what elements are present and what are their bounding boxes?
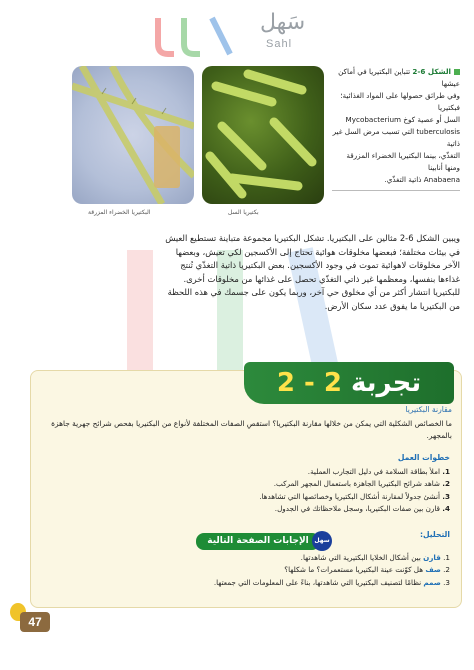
sahl-logo <box>150 8 310 60</box>
analysis-number: 1. <box>443 553 450 562</box>
step-text: أنشئ جدولاً لمقارنة أشكال البكتيريا وخصائصها التي تشاهدها. <box>259 491 440 501</box>
analysis-item <box>120 552 450 564</box>
page-number: 47 <box>20 612 50 632</box>
step-number: 3. <box>442 491 450 501</box>
caption-divider <box>332 190 460 191</box>
step-number: 2. <box>442 479 450 489</box>
step-item <box>200 503 450 515</box>
analysis-keyword: صمم <box>423 577 441 587</box>
experiment-question: ما الخصائص الشكلية التي يمكن من خلالها مقارنة البكتيريا؟ استقصِ الصفات المختلفة لأنواع من البكتيريا بفحص شرائح جهرية جاهزة بالمجهر. <box>51 419 452 440</box>
analysis-number: 3. <box>443 577 450 587</box>
caption-square-icon <box>454 69 460 75</box>
analysis-text: هل كوّنت عينة البكتيريا مستعمرات؟ ما شكلها؟ <box>284 565 424 575</box>
step-number: 4. <box>442 504 450 514</box>
paragraph-line: الآخر مخلوقات لاهوائية تموت في وجود الأكسجين. بعض البكتيريا ذاتية التغذّي تُنتج <box>180 260 460 271</box>
paragraph-line: ويبين الشكل 6-2 مثالين على البكتيريا. تشكل البكتيريا مجموعة متباينة تستطيع العيش <box>165 233 460 243</box>
caption-line-5: التغذّي، بينما البكتيريا الخضراء المزرقة ومنها أنابينا <box>346 151 460 172</box>
experiment-banner <box>244 362 454 404</box>
analysis-text: بين أشكال الخلايا البكتيرية التي شاهدتها. <box>300 553 421 562</box>
figure-caption <box>330 66 460 191</box>
sahl-logo-mark-icon <box>150 14 240 58</box>
analysis-number: 2. <box>443 565 450 575</box>
image-label-cyanobacteria: البكتيريا الخضراء المزرقة <box>88 209 151 216</box>
steps-list <box>200 466 450 516</box>
caption-line-3: السل أو عصية كوخ Mycobacterium <box>345 115 460 124</box>
caption-text: تتباين البكتيريا في أماكن عيشها <box>338 67 460 88</box>
main-paragraph <box>36 232 460 314</box>
cyanobacteria-image <box>72 66 194 204</box>
logo-arabic-text: سَهل <box>260 10 306 35</box>
filament-bacteria-icon <box>72 66 194 204</box>
step-item <box>200 466 450 478</box>
caption-line-6: Anabaena ذاتية التغذّي. <box>384 175 460 184</box>
rod-bacteria-icon <box>202 66 324 204</box>
answers-next-page-button[interactable]: الإجابات الصفحة التالية <box>196 533 320 550</box>
caption-line-4: tuberculosis التي تسبب مرض السل غير ذاتية <box>332 127 460 148</box>
paragraph-line: في بيئات مختلفة؛ فبعضها مخلوقات هوائية تحتاج إلى الأكسجين لكي تعيش، وبعضها <box>175 246 460 257</box>
step-item <box>200 478 450 490</box>
analysis-keyword: صف <box>425 565 441 575</box>
experiment-number: 2 - 2 <box>276 368 342 398</box>
analysis-keyword: قارن <box>423 553 441 562</box>
sahl-answer-icon[interactable]: سهل <box>312 531 332 551</box>
image-label-tuberculosis: بكتيريا السل <box>228 209 259 216</box>
analysis-item <box>120 564 450 576</box>
paragraph-line: للبكتيريا انتشار أكثر من أي مخلوق حي آخر، وربما يكون على جسمك في هذه اللحظة <box>167 287 460 298</box>
figure-number: الشكل 6-2 <box>412 67 451 76</box>
step-text: شاهد شرائح البكتيريا الجاهزة باستعمال المجهر المركب. <box>273 479 440 489</box>
caption-line-1 <box>330 66 460 90</box>
step-text: املأ بطاقة السلامة في دليل التجارب العملية. <box>307 467 440 476</box>
analysis-text: نظامًا لتصنيف البكتيريا التي شاهدتها، بناءً على المعلومات التي جمعتها. <box>213 577 422 587</box>
paragraph-line: من البكتيريا ما يفوق عدد سكان الأرض. <box>324 300 460 311</box>
tuberculosis-bacteria-image <box>202 66 324 204</box>
experiment-word: تجربة <box>350 368 422 398</box>
caption-line-2: وفي طرائق حصولها على المواد الغذائية؛ فبكتيريا <box>340 91 460 112</box>
experiment-subtitle: مقارنة البكتيريا <box>405 405 452 414</box>
logo-latin-text: Sahl <box>266 38 293 50</box>
step-item <box>200 491 450 503</box>
paragraph-line: غذاءها بنفسها، ومعظمها غير ذاتي التغذّي تحصل على غذائها من مخلوقات أخرى. <box>183 273 460 284</box>
analysis-item <box>120 577 450 589</box>
step-number: 1. <box>442 467 450 476</box>
analysis-heading: التحليل: <box>419 530 450 539</box>
steps-heading: خطوات العمل <box>397 453 450 462</box>
analysis-list <box>120 552 450 589</box>
step-text: قارن بين صفات البكتيريا، وسجل ملاحظاتك في الجدول. <box>274 504 440 514</box>
